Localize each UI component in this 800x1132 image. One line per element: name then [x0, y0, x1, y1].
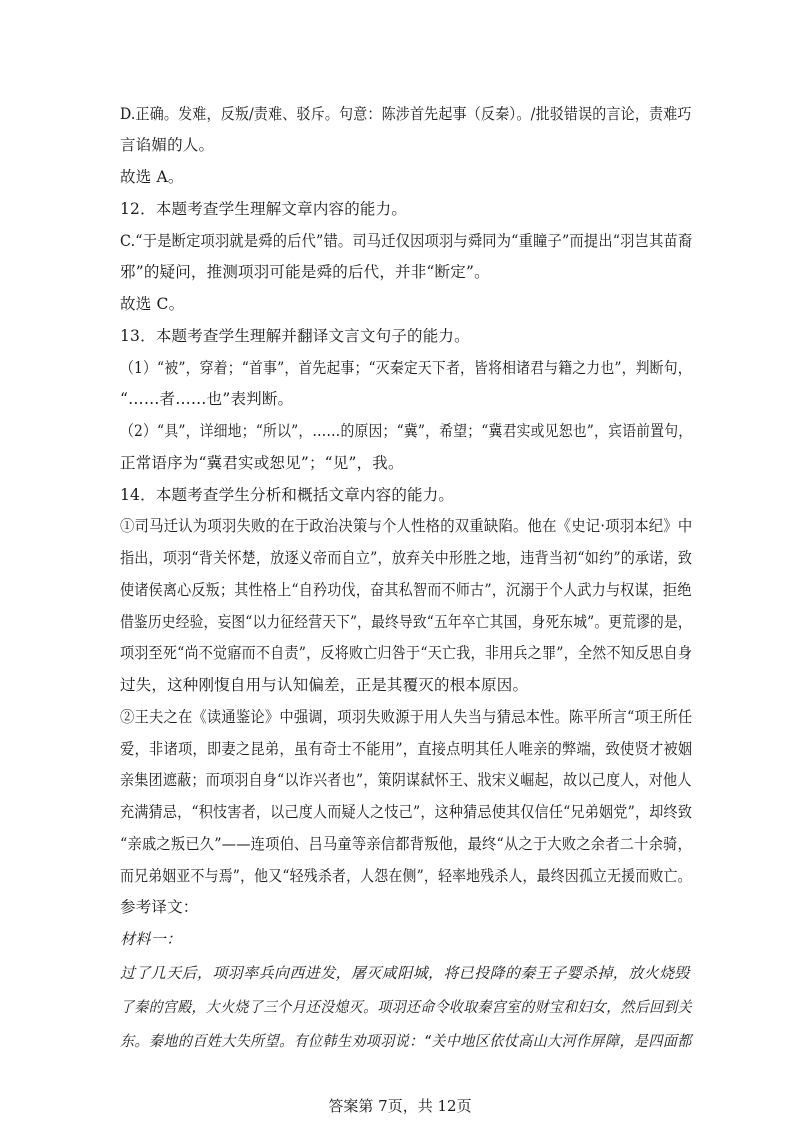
question-12-heading: 12．本题考查学生理解文章内容的能力。 — [120, 200, 408, 218]
text-line: 项羽至死“尚不觉寤而不自责”，反将败亡归咎于“天亡我，非用兵之罪”，全然不知反思自身 — [120, 644, 693, 662]
text-line: 而兄弟姻亚不与焉”，他又“轻残杀者，人怨在侧”，轻率地残杀人，最终因孤立无援而败亡。 — [120, 867, 692, 885]
material-one-heading: 材料一： — [120, 930, 182, 948]
text-line: 故选 C。 — [120, 295, 185, 313]
translation-line: 了秦的宫殿，大火烧了三个月还没熄灭。项羽还命令收取秦宫室的财宝和妇女，然后回到关 — [120, 998, 693, 1016]
text-line: 故选 A。 — [120, 168, 184, 186]
text-line: “亲戚之叛已久”——连项伯、吕马童等亲信都背叛他，最终“从之于大败之余者二十余骑， — [120, 835, 692, 853]
text-line: 邪”的疑问，推测项羽可能是舜的后代，并非“断定”。 — [120, 263, 490, 281]
text-line: ②王夫之在《读通鉴论》中强调，项羽失败源于用人失当与猜忌本性。陈平所言“项王所任 — [120, 708, 693, 726]
text-line: 爱，非诸项，即妻之昆弟，虽有奇士不能用”，直接点明其任人唯亲的弊端，致使贤才被姻 — [120, 740, 693, 758]
text-line: “……者……也”表判断。 — [120, 390, 294, 408]
text-line: 借鉴历史经验，妄图“以力征经营天下”，最终导致“五年卒亡其国，身死东城”。更荒谬的是， — [120, 613, 692, 631]
translation-line: 东。秦地的百姓大失所望。有位韩生劝项羽说：“关中地区依仗高山大河作屏障，是四面都 — [120, 1032, 692, 1050]
text-line: C.“于是断定项羽就是舜的后代”错。司马迁仅因项羽与舜同为“重瞳子”而提出“羽岂其苗裔 — [120, 232, 693, 250]
question-13-heading: 13．本题考查学生理解并翻译文言文句子的能力。 — [120, 327, 470, 345]
text-line: （2）“具”，详细地；“所以”，……的原因；“冀”，希望；“冀君实或见恕也”，宾语前置句， — [120, 422, 693, 440]
text-line: 充满猜忌，“积忮害者，以己度人而疑人之忮己”，这种猜忌使其仅信任“兄弟姻党”，却终致 — [120, 803, 693, 821]
text-line: 使诸侯离心反叛；其性格上“自矜功伐，奋其私智而不师古”，沉溺于个人武力与权谋，拒绝 — [120, 581, 692, 599]
text-line: 过失，这种刚愎自用与认知偏差，正是其覆灭的根本原因。 — [120, 676, 529, 694]
text-line: D.正确。发难，反叛/责难、驳斥。句意：陈涉首先起事（反秦）。/批驳错误的言论，责难巧 — [120, 105, 692, 123]
text-line: 亲集团遮蔽；而项羽自身“以诈兴者也”，策阴谋弑怀王、戕宋义崛起，故以己度人，对他人 — [120, 771, 692, 789]
page-footer: 答案第 7页，共 12页 — [328, 1097, 472, 1115]
translation-line: 过了几天后，项羽率兵向西进发，屠灭咸阳城，将已投降的秦王子婴杀掉，放火烧毁 — [120, 964, 690, 982]
text-line: 正常语序为“冀君实或恕见”；“见”，我。 — [120, 454, 404, 472]
text-line: 言谄媚的人。 — [120, 136, 215, 154]
text-line: 指出，项羽“背关怀楚，放逐义帝而自立”，放弃关中形胜之地，违背当初“如约”的承诺，致 — [120, 549, 693, 567]
text-line: （1）“被”，穿着；“首事”，首先起事；“灭秦定天下者，皆将相诸君与籍之力也”，判断句， — [120, 359, 692, 377]
question-14-heading: 14．本题考查学生分析和概括文章内容的能力。 — [120, 486, 455, 504]
text-line: ①司马迁认为项羽失败的在于政治决策与个人性格的双重缺陷。他在《史记·项羽本纪》中 — [120, 517, 693, 535]
reference-translation-heading: 参考译文： — [120, 898, 199, 916]
